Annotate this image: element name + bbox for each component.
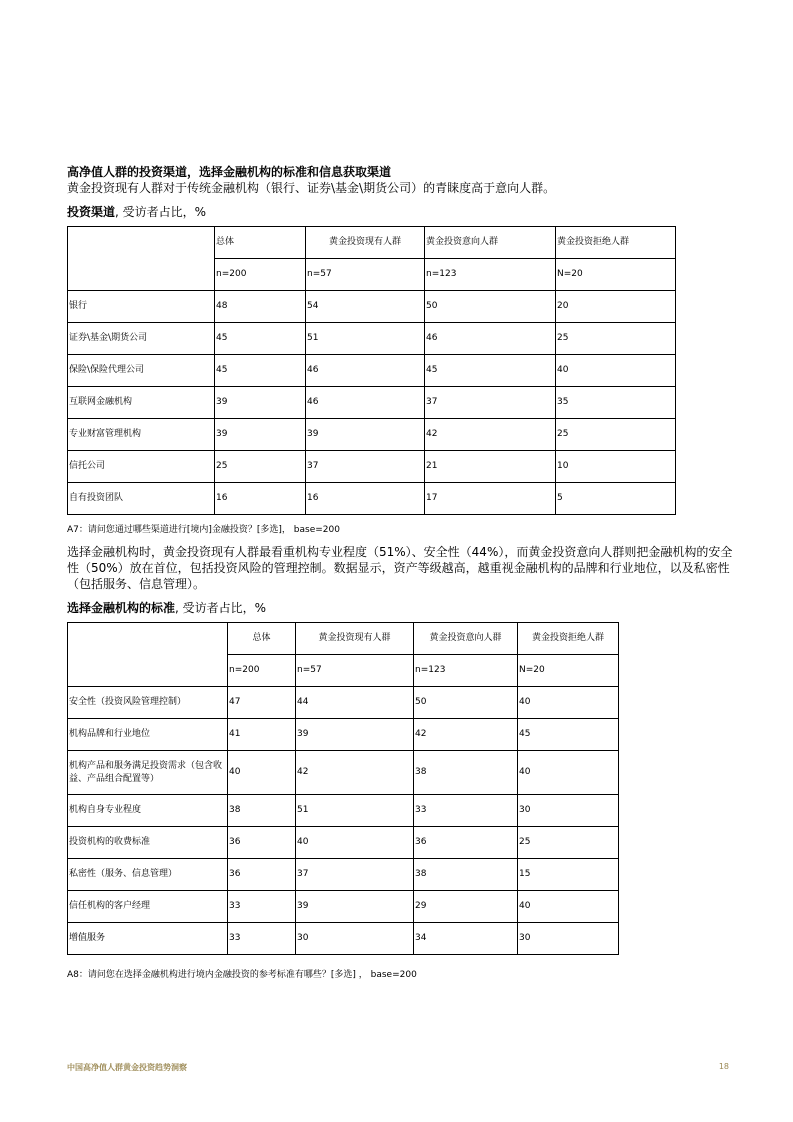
value-cell: 46 (306, 387, 425, 419)
table2-caption (67, 600, 266, 616)
table1-caption-rest: , 受访者占比，% (115, 205, 207, 219)
value-cell: 10 (556, 451, 676, 483)
value-cell: 36 (228, 859, 296, 891)
value-cell: 16 (215, 483, 306, 515)
row-label: 安全性（投资风险管理控制） (68, 687, 228, 719)
header-cell: 黄金投资拒绝人群 (518, 623, 619, 655)
table-row (68, 719, 619, 751)
row-label: 私密性（服务、信息管理） (68, 859, 228, 891)
value-cell: 46 (306, 355, 425, 387)
value-cell: 20 (556, 291, 676, 323)
table-header-row (68, 227, 676, 259)
row-label: 互联网金融机构 (68, 387, 215, 419)
value-cell: 36 (414, 827, 518, 859)
value-cell: 21 (425, 451, 556, 483)
value-cell: 33 (228, 891, 296, 923)
base-cell: n=123 (414, 655, 518, 687)
value-cell: 50 (414, 687, 518, 719)
value-cell: 42 (414, 719, 518, 751)
table-corner-cell (68, 227, 215, 291)
value-cell: 30 (518, 795, 619, 827)
value-cell: 40 (556, 355, 676, 387)
value-cell: 30 (518, 923, 619, 955)
value-cell: 45 (215, 323, 306, 355)
value-cell: 17 (425, 483, 556, 515)
value-cell: 5 (556, 483, 676, 515)
value-cell: 51 (306, 323, 425, 355)
value-cell: 37 (296, 859, 414, 891)
value-cell: 47 (228, 687, 296, 719)
value-cell: 50 (425, 291, 556, 323)
intro-paragraph: 黄金投资现有人群对于传统金融机构（银行、证券\基金\期货公司）的青睐度高于意向人群。 (67, 181, 556, 195)
value-cell: 16 (306, 483, 425, 515)
value-cell: 39 (296, 719, 414, 751)
table-corner-cell (68, 623, 228, 687)
header-cell: 黄金投资现有人群 (296, 623, 414, 655)
value-cell: 45 (215, 355, 306, 387)
value-cell: 40 (518, 891, 619, 923)
value-cell: 48 (215, 291, 306, 323)
value-cell: 38 (228, 795, 296, 827)
value-cell: 46 (425, 323, 556, 355)
value-cell: 15 (518, 859, 619, 891)
header-cell: 黄金投资意向人群 (425, 227, 556, 259)
table-row (68, 451, 676, 483)
value-cell: 33 (228, 923, 296, 955)
base-cell: n=57 (296, 655, 414, 687)
header-cell: 总体 (228, 623, 296, 655)
value-cell: 38 (414, 859, 518, 891)
value-cell: 44 (296, 687, 414, 719)
value-cell: 25 (556, 323, 676, 355)
row-label: 机构品牌和行业地位 (68, 719, 228, 751)
value-cell: 38 (414, 751, 518, 795)
row-label: 增值服务 (68, 923, 228, 955)
table-row (68, 323, 676, 355)
table-row (68, 827, 619, 859)
value-cell: 45 (425, 355, 556, 387)
value-cell: 45 (518, 719, 619, 751)
value-cell: 42 (296, 751, 414, 795)
analysis-paragraph: 选择金融机构时，黄金投资现有人群最看重机构专业程度（51%）、安全性（44%），而黄金投资意向人群则把金融机构的安全性（50%）放在首位，包括投资风险的管理控制。数据显示，资产等级越高，越重视金融机构的品牌和行业地位，以及私密性（包括服务、信息管理）。 (67, 545, 733, 591)
value-cell: 39 (296, 891, 414, 923)
value-cell: 35 (556, 387, 676, 419)
base-cell: n=123 (425, 259, 556, 291)
footer-title: 中国高净值人群黄金投资趋势洞察 (67, 1063, 187, 1072)
value-cell: 42 (425, 419, 556, 451)
table1-caption-bold: 投资渠道 (67, 205, 116, 219)
value-cell: 40 (296, 827, 414, 859)
table2-footnote: A8：请问您在选择金融机构进行境内金融投资的参考标准有哪些？[多选] ， base=200 (67, 970, 417, 980)
row-label: 证券\基金\期货公司 (68, 323, 215, 355)
base-cell: n=200 (228, 655, 296, 687)
value-cell: 40 (228, 751, 296, 795)
base-cell: N=20 (556, 259, 676, 291)
row-label: 机构自身专业程度 (68, 795, 228, 827)
value-cell: 30 (296, 923, 414, 955)
row-label: 机构产品和服务满足投资需求（包含收益、产品组合配置等） (68, 751, 228, 795)
row-label: 专业财富管理机构 (68, 419, 215, 451)
page-number: 18 (718, 1062, 729, 1071)
table2-caption-rest: , 受访者占比，% (175, 601, 267, 615)
table-row (68, 891, 619, 923)
value-cell: 33 (414, 795, 518, 827)
table-row (68, 923, 619, 955)
table-row (68, 751, 619, 795)
value-cell: 34 (414, 923, 518, 955)
value-cell: 39 (306, 419, 425, 451)
row-label: 保险\保险代理公司 (68, 355, 215, 387)
header-cell: 黄金投资意向人群 (414, 623, 518, 655)
header-cell: 黄金投资拒绝人群 (556, 227, 676, 259)
value-cell: 54 (306, 291, 425, 323)
header-cell: 总体 (215, 227, 306, 259)
value-cell: 51 (296, 795, 414, 827)
value-cell: 39 (215, 419, 306, 451)
table-row (68, 419, 676, 451)
value-cell: 36 (228, 827, 296, 859)
row-label: 信托公司 (68, 451, 215, 483)
value-cell: 25 (518, 827, 619, 859)
value-cell: 25 (556, 419, 676, 451)
base-cell: n=200 (215, 259, 306, 291)
table-row (68, 795, 619, 827)
row-label: 投资机构的收费标准 (68, 827, 228, 859)
selection-criteria-table (67, 622, 619, 955)
table1-footnote: A7：请问您通过哪些渠道进行[境内]金融投资？[多选]， base=200 (67, 525, 340, 535)
section-title: 高净值人群的投资渠道，选择金融机构的标准和信息获取渠道 (67, 165, 392, 179)
table-row (68, 483, 676, 515)
table-row (68, 687, 619, 719)
row-label: 自有投资团队 (68, 483, 215, 515)
table-row (68, 859, 619, 891)
table-row (68, 291, 676, 323)
value-cell: 25 (215, 451, 306, 483)
value-cell: 40 (518, 751, 619, 795)
base-cell: N=20 (518, 655, 619, 687)
header-cell: 黄金投资现有人群 (306, 227, 425, 259)
table-row (68, 387, 676, 419)
value-cell: 40 (518, 687, 619, 719)
table-header-row (68, 623, 619, 655)
base-cell: n=57 (306, 259, 425, 291)
value-cell: 37 (306, 451, 425, 483)
table1-caption (67, 204, 206, 220)
value-cell: 29 (414, 891, 518, 923)
row-label: 信任机构的客户经理 (68, 891, 228, 923)
table2-caption-bold: 选择金融机构的标准 (67, 601, 176, 615)
value-cell: 37 (425, 387, 556, 419)
investment-channel-table (67, 226, 676, 515)
value-cell: 39 (215, 387, 306, 419)
row-label: 银行 (68, 291, 215, 323)
value-cell: 41 (228, 719, 296, 751)
table-row (68, 355, 676, 387)
